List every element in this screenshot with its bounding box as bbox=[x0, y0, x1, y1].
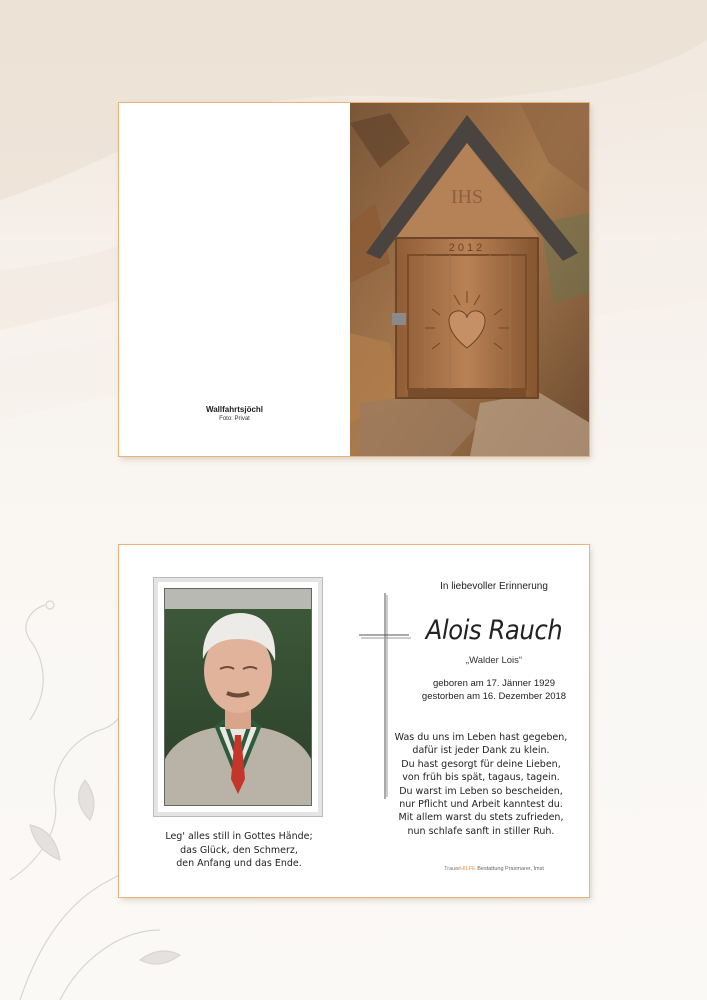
verse-right-line: Mit allem warst du stets zufrieden, bbox=[398, 812, 564, 824]
brand-trauer: Trauer bbox=[444, 866, 461, 872]
nickname: „Walder Lois“ bbox=[465, 655, 523, 666]
verse-right-line: Was du uns im Leben hast gegeben, bbox=[394, 732, 568, 743]
photo-caption: Wallfahrtsjöchl bbox=[205, 405, 264, 414]
funeral-home-footer bbox=[399, 866, 589, 872]
portrait-frame bbox=[153, 577, 323, 817]
verse-right-line: Du hast gesorgt für deine Lieben, bbox=[401, 758, 561, 770]
verse-left bbox=[139, 830, 339, 871]
back-card bbox=[119, 545, 589, 897]
verse-right-line: dafür ist jeder Dank zu klein. bbox=[412, 745, 550, 757]
death-date: gestorben am 16. Dezember 2018 bbox=[421, 691, 567, 702]
verse-right-line: Du warst im Leben so bescheiden, bbox=[399, 785, 563, 797]
brand-hilfe: HILFE bbox=[460, 866, 476, 872]
shrine-photo bbox=[350, 103, 589, 456]
deceased-name: Alois Rauch bbox=[425, 615, 563, 646]
photo-credit: Foto: Privat bbox=[219, 416, 250, 422]
in-memory-heading: In liebevoller Erinnerung bbox=[440, 581, 548, 592]
portrait-photo bbox=[164, 588, 312, 806]
verse-left-line: das Glück, den Schmerz, bbox=[180, 844, 298, 856]
verse-right-line: nun schlafe sanft in stiller Ruh. bbox=[407, 825, 555, 837]
verse-right-line: nur Pflicht und Arbeit kanntest du. bbox=[399, 799, 563, 811]
life-dates bbox=[399, 677, 589, 703]
front-card bbox=[119, 103, 589, 456]
birth-date: geboren am 17. Jänner 1929 bbox=[432, 678, 555, 689]
verse-right bbox=[381, 731, 581, 838]
shrine-letters: IHS bbox=[450, 186, 484, 208]
footer-text: Bestattung Praxmarer, Imst bbox=[475, 866, 544, 872]
verse-left-line: Leg' alles still in Gottes Hände; bbox=[165, 831, 313, 842]
shrine-year: 2012 bbox=[448, 242, 486, 254]
verse-right-line: von früh bis spät, tagaus, tagein. bbox=[402, 772, 560, 784]
verse-left-line: den Anfang und das Ende. bbox=[176, 858, 302, 869]
